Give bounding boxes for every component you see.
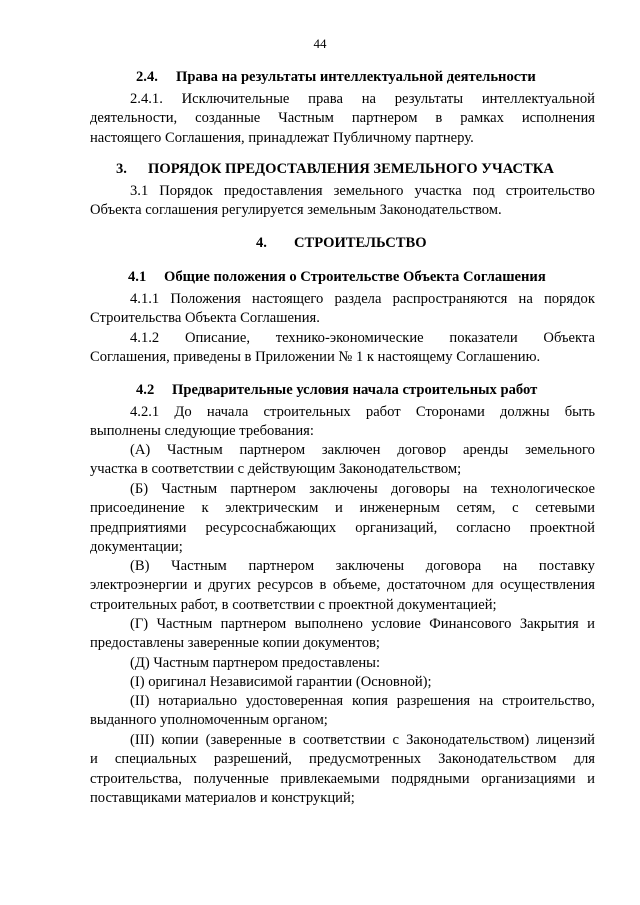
heading-4-1 (128, 268, 546, 287)
paragraph-3-1 (90, 182, 595, 221)
paragraph-line: предоставлены заверенные копии документов; (90, 635, 380, 652)
paragraph-4-2-1 (90, 403, 595, 442)
list-item-d (90, 654, 595, 673)
heading-4-1-title: Общие положения о Строительстве Объекта Соглашения (164, 269, 546, 285)
heading-4-1-number: 4.1 (128, 269, 147, 285)
paragraph-line: и специальных разрешений, предусмотренных Законодательством для (90, 751, 595, 768)
heading-2-4 (136, 68, 536, 87)
paragraph-line: (I) оригинал Независимой гарантии (Основной); (130, 674, 432, 690)
paragraph-line: (В) Частным партнером заключены договора на поставку (130, 558, 595, 574)
heading-4-2-title: Предварительные условия начала строительных работ (172, 382, 538, 398)
paragraph-line: участка в соответствии с действующим Законодательством; (90, 461, 462, 478)
paragraph-line: (III) копии (заверенные в соответствии с Законодательством) лицензий (130, 732, 595, 748)
paragraph-line: (Д) Частным партнером предоставлены: (130, 655, 381, 671)
paragraph-line: электроэнергии и других ресурсов в объеме, достаточном для осуществления (90, 577, 595, 594)
heading-3 (116, 160, 554, 179)
paragraph-line: (II) нотариально удостоверенная копия разрешения на строительство, (130, 693, 595, 709)
list-item-g (90, 615, 595, 654)
heading-2-4-title: Права на результаты интеллектуальной деятельности (176, 69, 536, 85)
heading-4 (256, 234, 427, 253)
heading-3-number: 3. (116, 161, 127, 177)
paragraph-line: Соглашения, приведены в Приложении № 1 к настоящему Соглашению. (90, 349, 541, 366)
sub-item-i (90, 673, 595, 692)
paragraph-line: строительства, полученные привлекаемыми подрядными организациями и (90, 770, 595, 787)
paragraph-line: (Г) Частным партнером выполнено условие Финансового Закрытия и (130, 616, 595, 632)
paragraph-line: 3.1 Порядок предоставления земельного участка под строительство (130, 183, 595, 199)
heading-4-number: 4. (256, 235, 267, 251)
list-item-a (90, 441, 595, 480)
paragraph-4-1-2 (90, 329, 595, 368)
paragraph-line: выполнены следующие требования: (90, 423, 314, 440)
paragraph-line: документации; (90, 538, 183, 555)
paragraph-line: 4.2.1 До начала строительных работ Сторонами должны быть (130, 404, 595, 420)
heading-4-title: СТРОИТЕЛЬСТВО (294, 235, 427, 251)
paragraph-line: (Б) Частным партнером заключены договоры на технологическое (130, 481, 595, 497)
sub-item-ii (90, 692, 595, 731)
heading-2-4-number: 2.4. (136, 69, 158, 85)
paragraph-line: присоединение к электрическим и инженерным сетям, с сетевыми (90, 500, 595, 517)
paragraph-line: Объекта соглашения регулируется земельным Законодательством. (90, 202, 502, 219)
paragraph-line: предприятиями ресурсоснабжающих организаций, согласно проектной (90, 519, 595, 536)
paragraph-line: (А) Частным партнером заключен договор аренды земельного (130, 442, 595, 458)
paragraph-line: строительных работ, в соответствии с проектной документацией; (90, 596, 497, 613)
paragraph-line: выданного уполномоченным органом; (90, 712, 328, 729)
list-item-v (90, 557, 595, 615)
heading-4-2 (136, 381, 537, 400)
paragraph-line: 4.1.1 Положения настоящего раздела распространяются на порядок (130, 291, 595, 307)
heading-3-title: ПОРЯДОК ПРЕДОСТАВЛЕНИЯ ЗЕМЕЛЬНОГО УЧАСТКА (148, 161, 554, 177)
paragraph-line: деятельности, созданные Частным партнером в рамках исполнения (90, 110, 595, 127)
sub-item-iii (90, 731, 595, 808)
paragraph-line: поставщиками материалов и конструкций; (90, 789, 355, 806)
paragraph-line: 2.4.1. Исключительные права на результаты интеллектуальной (130, 91, 595, 107)
heading-4-2-number: 4.2 (136, 382, 155, 398)
page-number: 44 (313, 36, 327, 51)
paragraph-line: Строительства Объекта Соглашения. (90, 310, 320, 327)
list-item-b (90, 480, 595, 557)
paragraph-2-4-1 (90, 90, 595, 148)
paragraph-line: 4.1.2 Описание, технико-экономические показатели Объекта (130, 330, 595, 346)
paragraph-line: настоящего Соглашения, принадлежат Публичному партнеру. (90, 129, 474, 146)
paragraph-4-1-1 (90, 290, 595, 329)
